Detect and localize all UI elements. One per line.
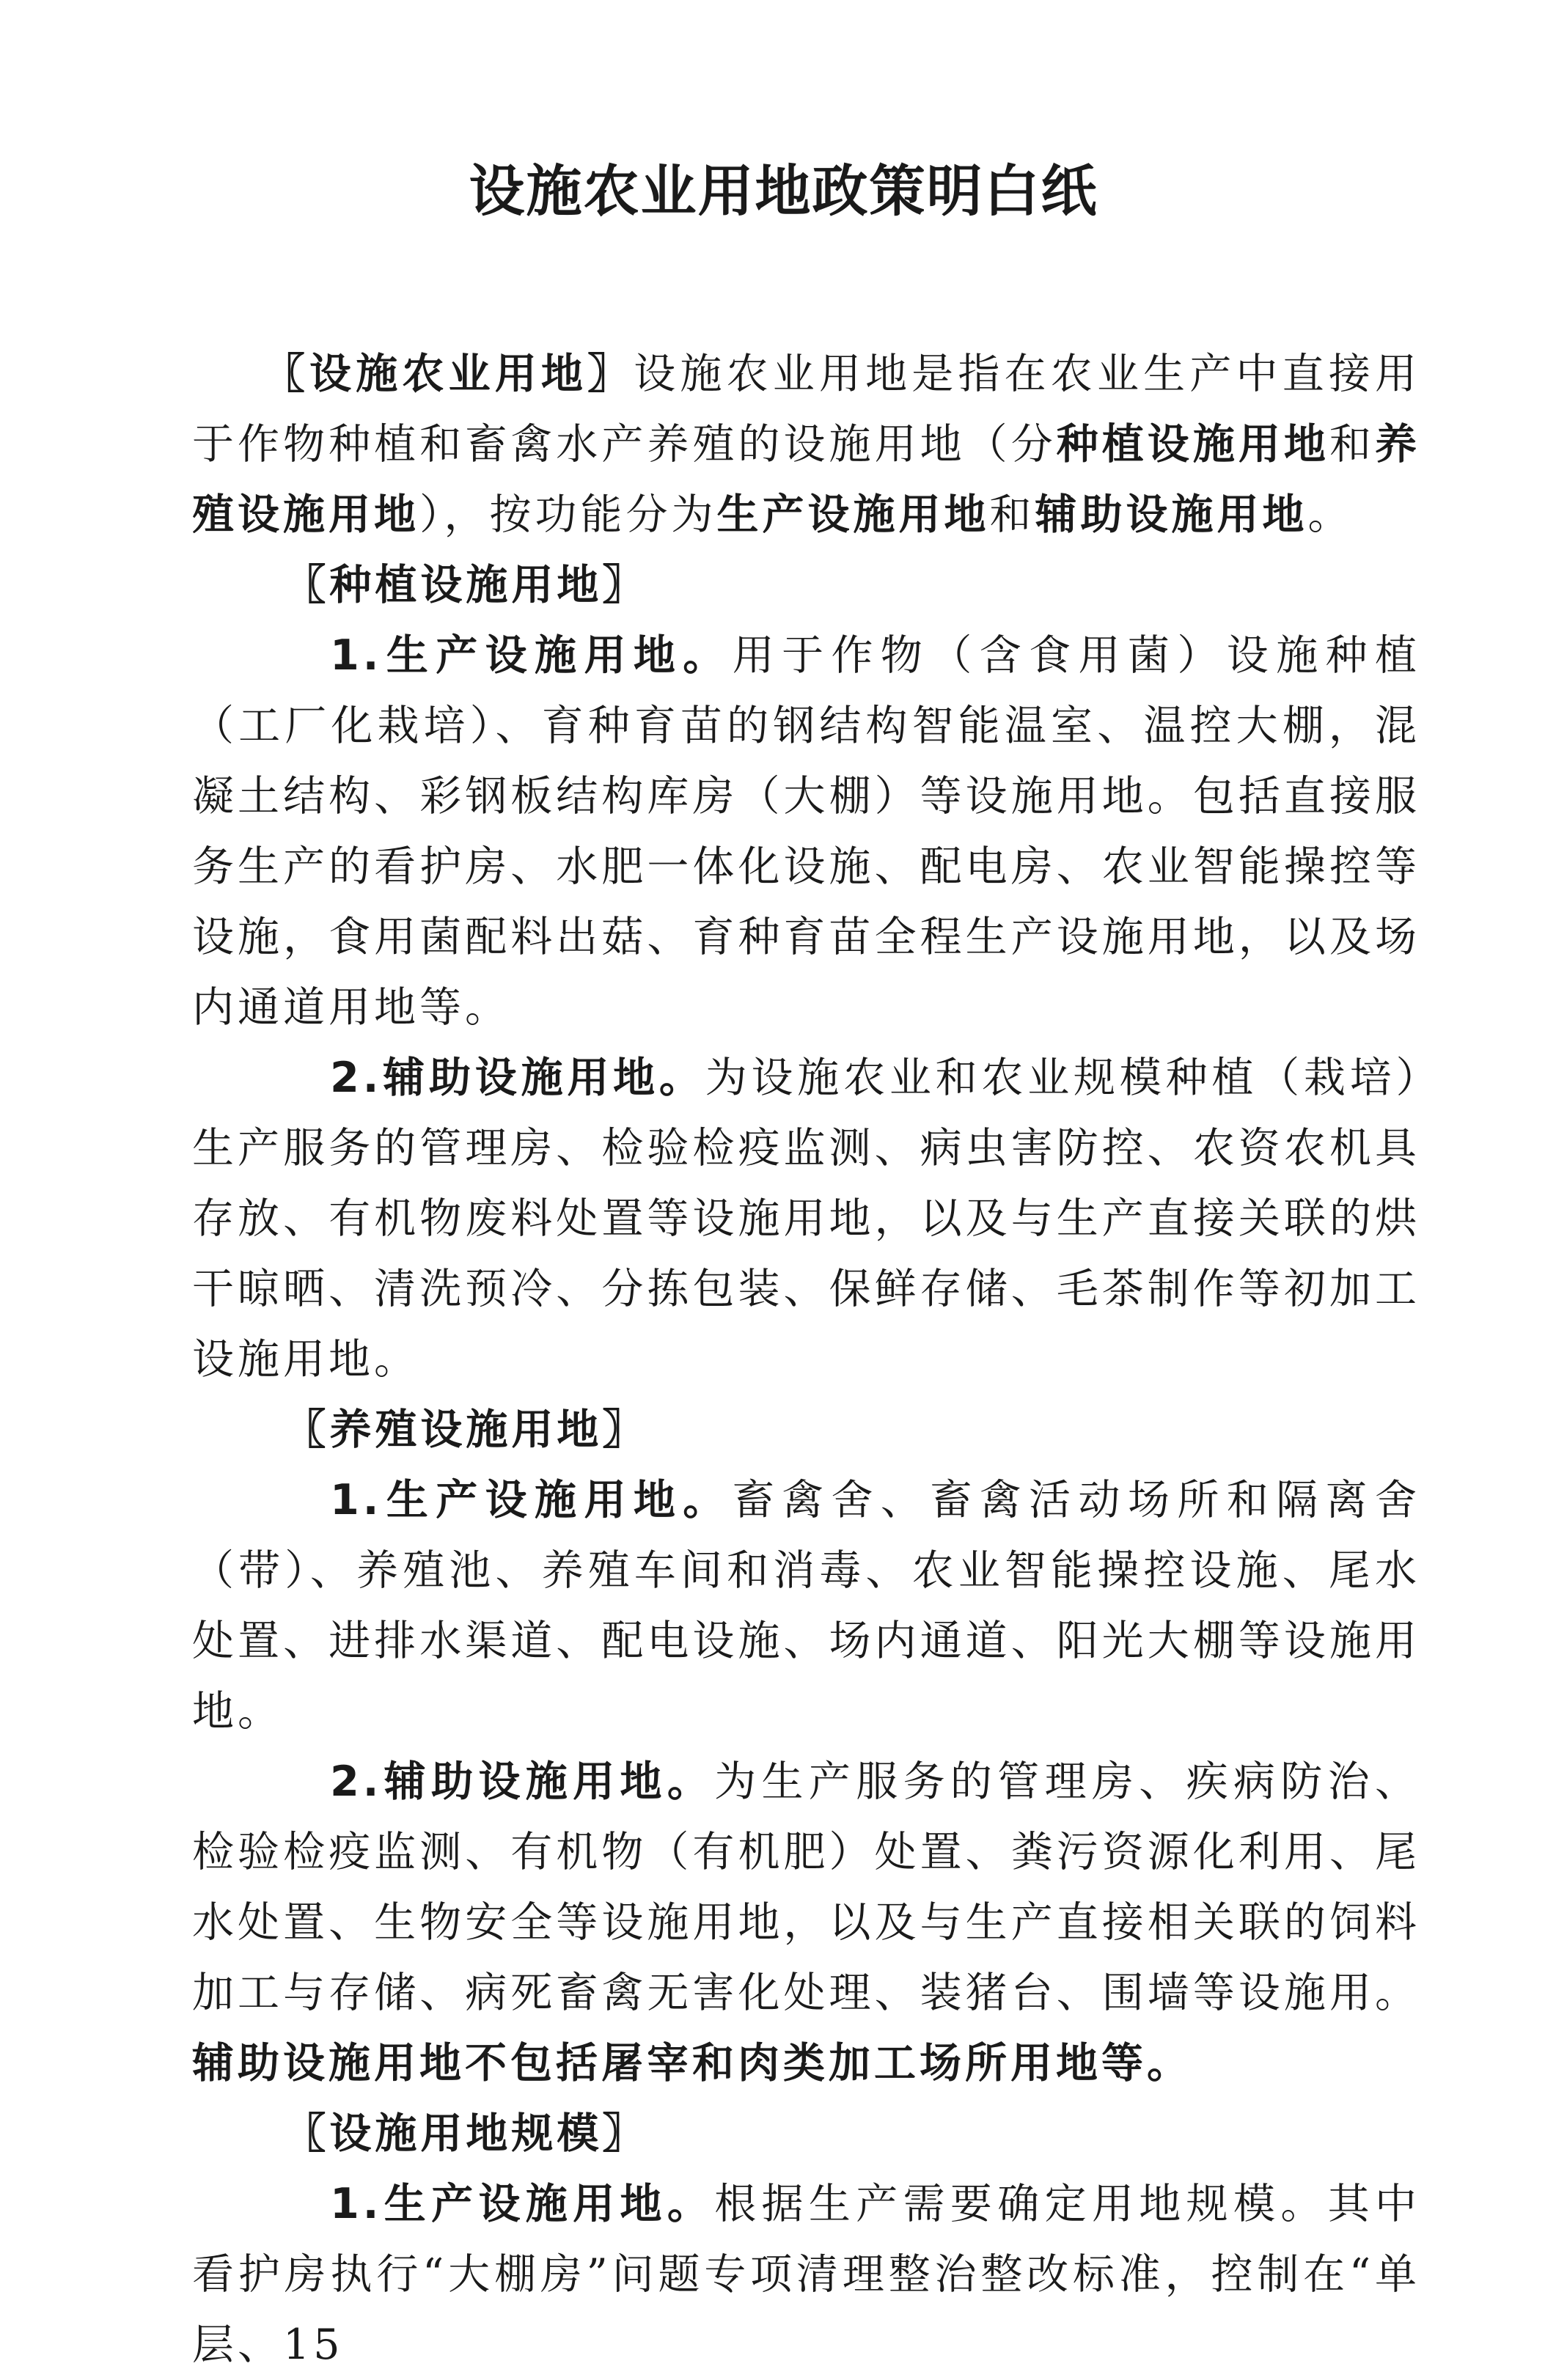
breeding-item-1-text: 畜禽舍、畜禽活动场所和隔离舍（带）、养殖池、养殖车间和消毒、农业智能操控设施、尾水处置、进排水渠道、配电设施、场内通道、阳光大棚等设施用地。 <box>192 1476 1421 1736</box>
scale-item-1-text: 根据生产需要确定用地规模。其中看护房执行“大棚房”问题专项清理整治整改标准，控制在“单层、15 <box>192 2180 1421 2369</box>
breeding-item-2-label: 辅助设施用地。 <box>382 1757 715 1806</box>
planting-item-2-label: 辅助设施用地。 <box>382 1053 705 1102</box>
intro-tag: 〖设施农业用地〗 <box>263 349 634 398</box>
intro-paragraph <box>192 339 1420 550</box>
intro-text-4: 和 <box>989 491 1035 539</box>
scale-heading: 〖设施用地规模〗 <box>284 2109 648 2158</box>
breeding-item-2-text: 为生产服务的管理房、疾病防治、检验检疫监测、有机物（有机肥）处置、粪污资源化利用、尾水处置、生物安全等设施用地，以及与生产直接相关联的饲料加工与存储、病死畜禽无害化处理、装猪台、围墙等设施用。 <box>192 1758 1421 2017</box>
breeding-item-1 <box>192 1465 1420 1747</box>
scale-item-1-label: 生产设施用地。 <box>382 2179 715 2228</box>
planting-item-2-num: 2. <box>330 1054 383 1102</box>
breeding-item-2-num: 2. <box>330 1758 383 1806</box>
breeding-item-2 <box>192 1747 1420 2098</box>
intro-bold-auxiliary: 辅助设施用地 <box>1035 490 1308 539</box>
intro-text-1: 设施农业用地是指在农业生产中直接用于作物种植和畜禽水产养殖的设施用地（分 <box>192 350 1421 469</box>
planting-item-1-num: 1. <box>330 631 383 680</box>
intro-bold-breeding: 养殖设施用地 <box>192 419 1421 539</box>
scale-item-1-num: 1. <box>330 2180 383 2228</box>
planting-heading: 〖种植设施用地〗 <box>284 560 648 609</box>
intro-text-5: 。 <box>1307 491 1354 539</box>
intro-text-3: ），按功能分为 <box>419 491 717 539</box>
intro-text-2: 和 <box>1329 420 1376 469</box>
breeding-heading: 〖养殖设施用地〗 <box>284 1405 648 1454</box>
intro-bold-production: 生产设施用地 <box>716 490 990 539</box>
breeding-item-1-label: 生产设施用地。 <box>382 1475 733 1524</box>
document-title: 设施农业用地政策明白纸 <box>469 158 1098 224</box>
planting-item-1-text: 用于作物（含食用菌）设施种植（工厂化栽培）、育种育苗的钢结构智能温室、温控大棚，混凝土结构、彩钢板结构库房（大棚）等设施用地。包括直接服务生产的看护房、水肥一体化设施、配电房、农业智能操控等设施，食用菌配料出菇、育种育苗全程生产设施用地，以及场内通道用地等。 <box>192 631 1421 1032</box>
scale-item-1 <box>192 2169 1420 2380</box>
breeding-item-2-bold-tail: 辅助设施用地不包括屠宰和肉类加工场所用地等。 <box>192 2038 1192 2087</box>
planting-item-1-label: 生产设施用地。 <box>382 631 733 680</box>
planting-item-1 <box>192 620 1420 1043</box>
planting-item-2-text: 为设施农业和农业规模种植（栽培）生产服务的管理房、检验检疫监测、病虫害防控、农资农机具存放、有机物废料处置等设施用地，以及与生产直接关联的烘干晾晒、清洗预冷、分拣包装、保鲜存储、毛茶制作等初加工设施用地。 <box>192 1054 1421 1384</box>
document-body <box>192 339 1420 2380</box>
planting-item-2 <box>192 1043 1420 1395</box>
breeding-item-1-num: 1. <box>330 1476 383 1524</box>
intro-bold-planting: 种植设施用地 <box>1056 419 1329 469</box>
